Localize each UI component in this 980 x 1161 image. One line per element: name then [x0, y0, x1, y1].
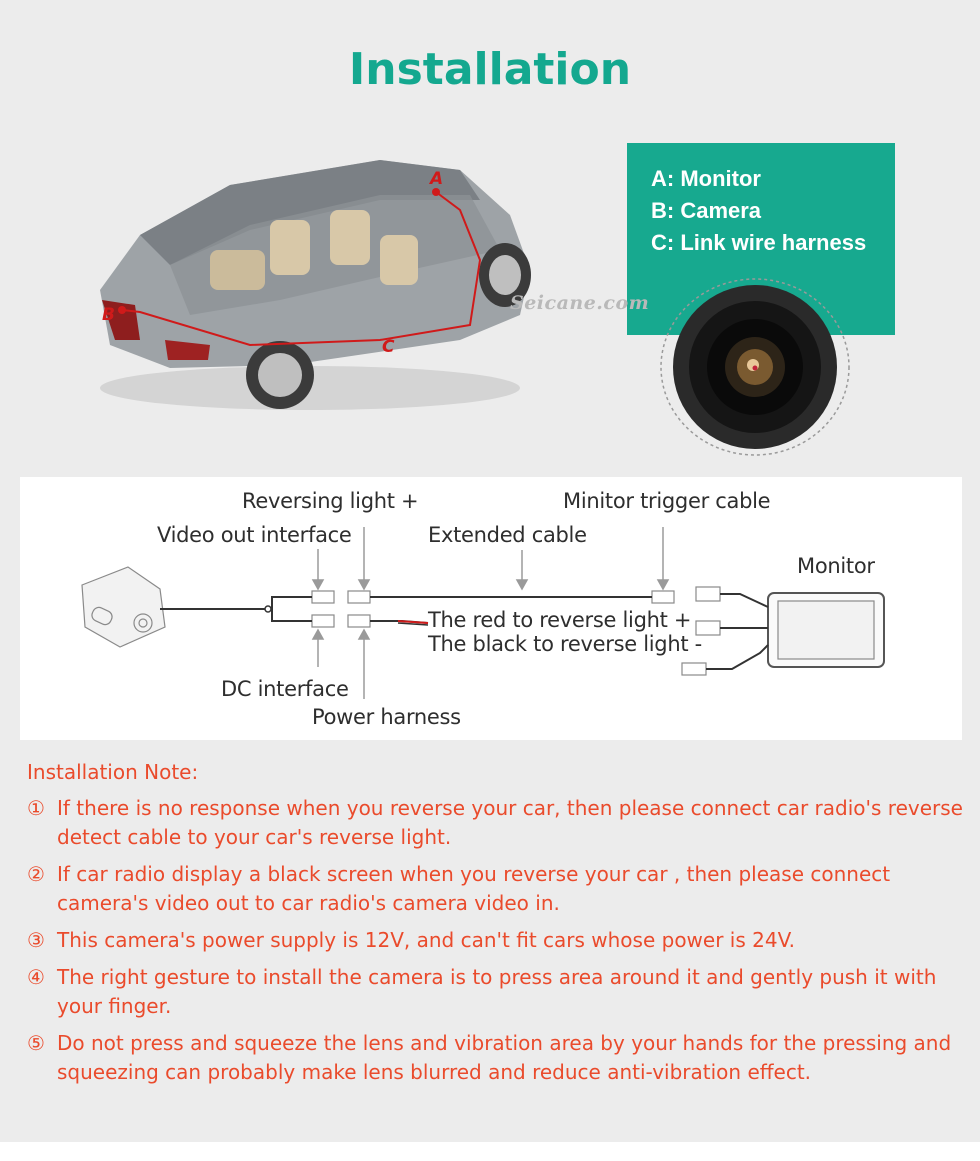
note-text: If car radio display a black screen when you reverse your car , then please connect camera's video out to car radio's camera video in. — [57, 862, 891, 915]
label-red-wire: The red to reverse light + — [428, 608, 692, 632]
notes-heading: Installation Note: — [27, 760, 199, 784]
bottom-band — [0, 1142, 980, 1161]
label-power-harness: Power harness — [312, 705, 461, 729]
marker-b-label: B — [102, 305, 115, 325]
note-number: ① — [27, 796, 45, 820]
label-monitor-trigger-cable: Minitor trigger cable — [563, 489, 771, 513]
note-item — [27, 926, 972, 955]
note-item — [27, 963, 972, 1021]
label-video-out-interface: Video out interface — [157, 523, 352, 547]
label-dc-interface: DC interface — [221, 677, 349, 701]
note-item — [27, 1029, 972, 1087]
label-black-wire: The black to reverse light - — [428, 632, 702, 656]
note-number: ⑤ — [27, 1031, 45, 1055]
note-text: This camera's power supply is 12V, and can't fit cars whose power is 24V. — [57, 928, 796, 952]
note-text: If there is no response when you reverse your car, then please connect car radio's reverse detect cable to your car's reverse light. — [57, 796, 963, 849]
note-number: ④ — [27, 965, 45, 989]
car-illustration — [80, 140, 550, 420]
wiring-diagram — [20, 477, 962, 740]
note-item — [27, 794, 972, 852]
label-reversing-light: Reversing light + — [242, 489, 419, 513]
label-monitor: Monitor — [797, 554, 875, 578]
legend-item-monitor: A: Monitor — [651, 166, 761, 191]
page-title: Installation — [348, 44, 632, 95]
camera-lens-image — [655, 275, 855, 460]
legend-item-camera: B: Camera — [651, 198, 762, 223]
note-item — [27, 860, 972, 918]
label-extended-cable: Extended cable — [428, 523, 587, 547]
legend-item-harness: C: Link wire harness — [651, 230, 867, 255]
marker-a-label: A — [430, 169, 444, 189]
installation-notes — [27, 760, 972, 1095]
marker-c-label: C — [382, 337, 395, 357]
note-number: ② — [27, 862, 45, 886]
note-number: ③ — [27, 928, 45, 952]
note-text: The right gesture to install the camera is to press area around it and gently push it with your finger. — [57, 965, 937, 1018]
watermark: Seicane.com — [510, 292, 650, 314]
note-text: Do not press and squeeze the lens and vibration area by your hands for the pressing and squeezing can probably make lens blurred and reduce anti-vibration effect. — [57, 1031, 952, 1084]
